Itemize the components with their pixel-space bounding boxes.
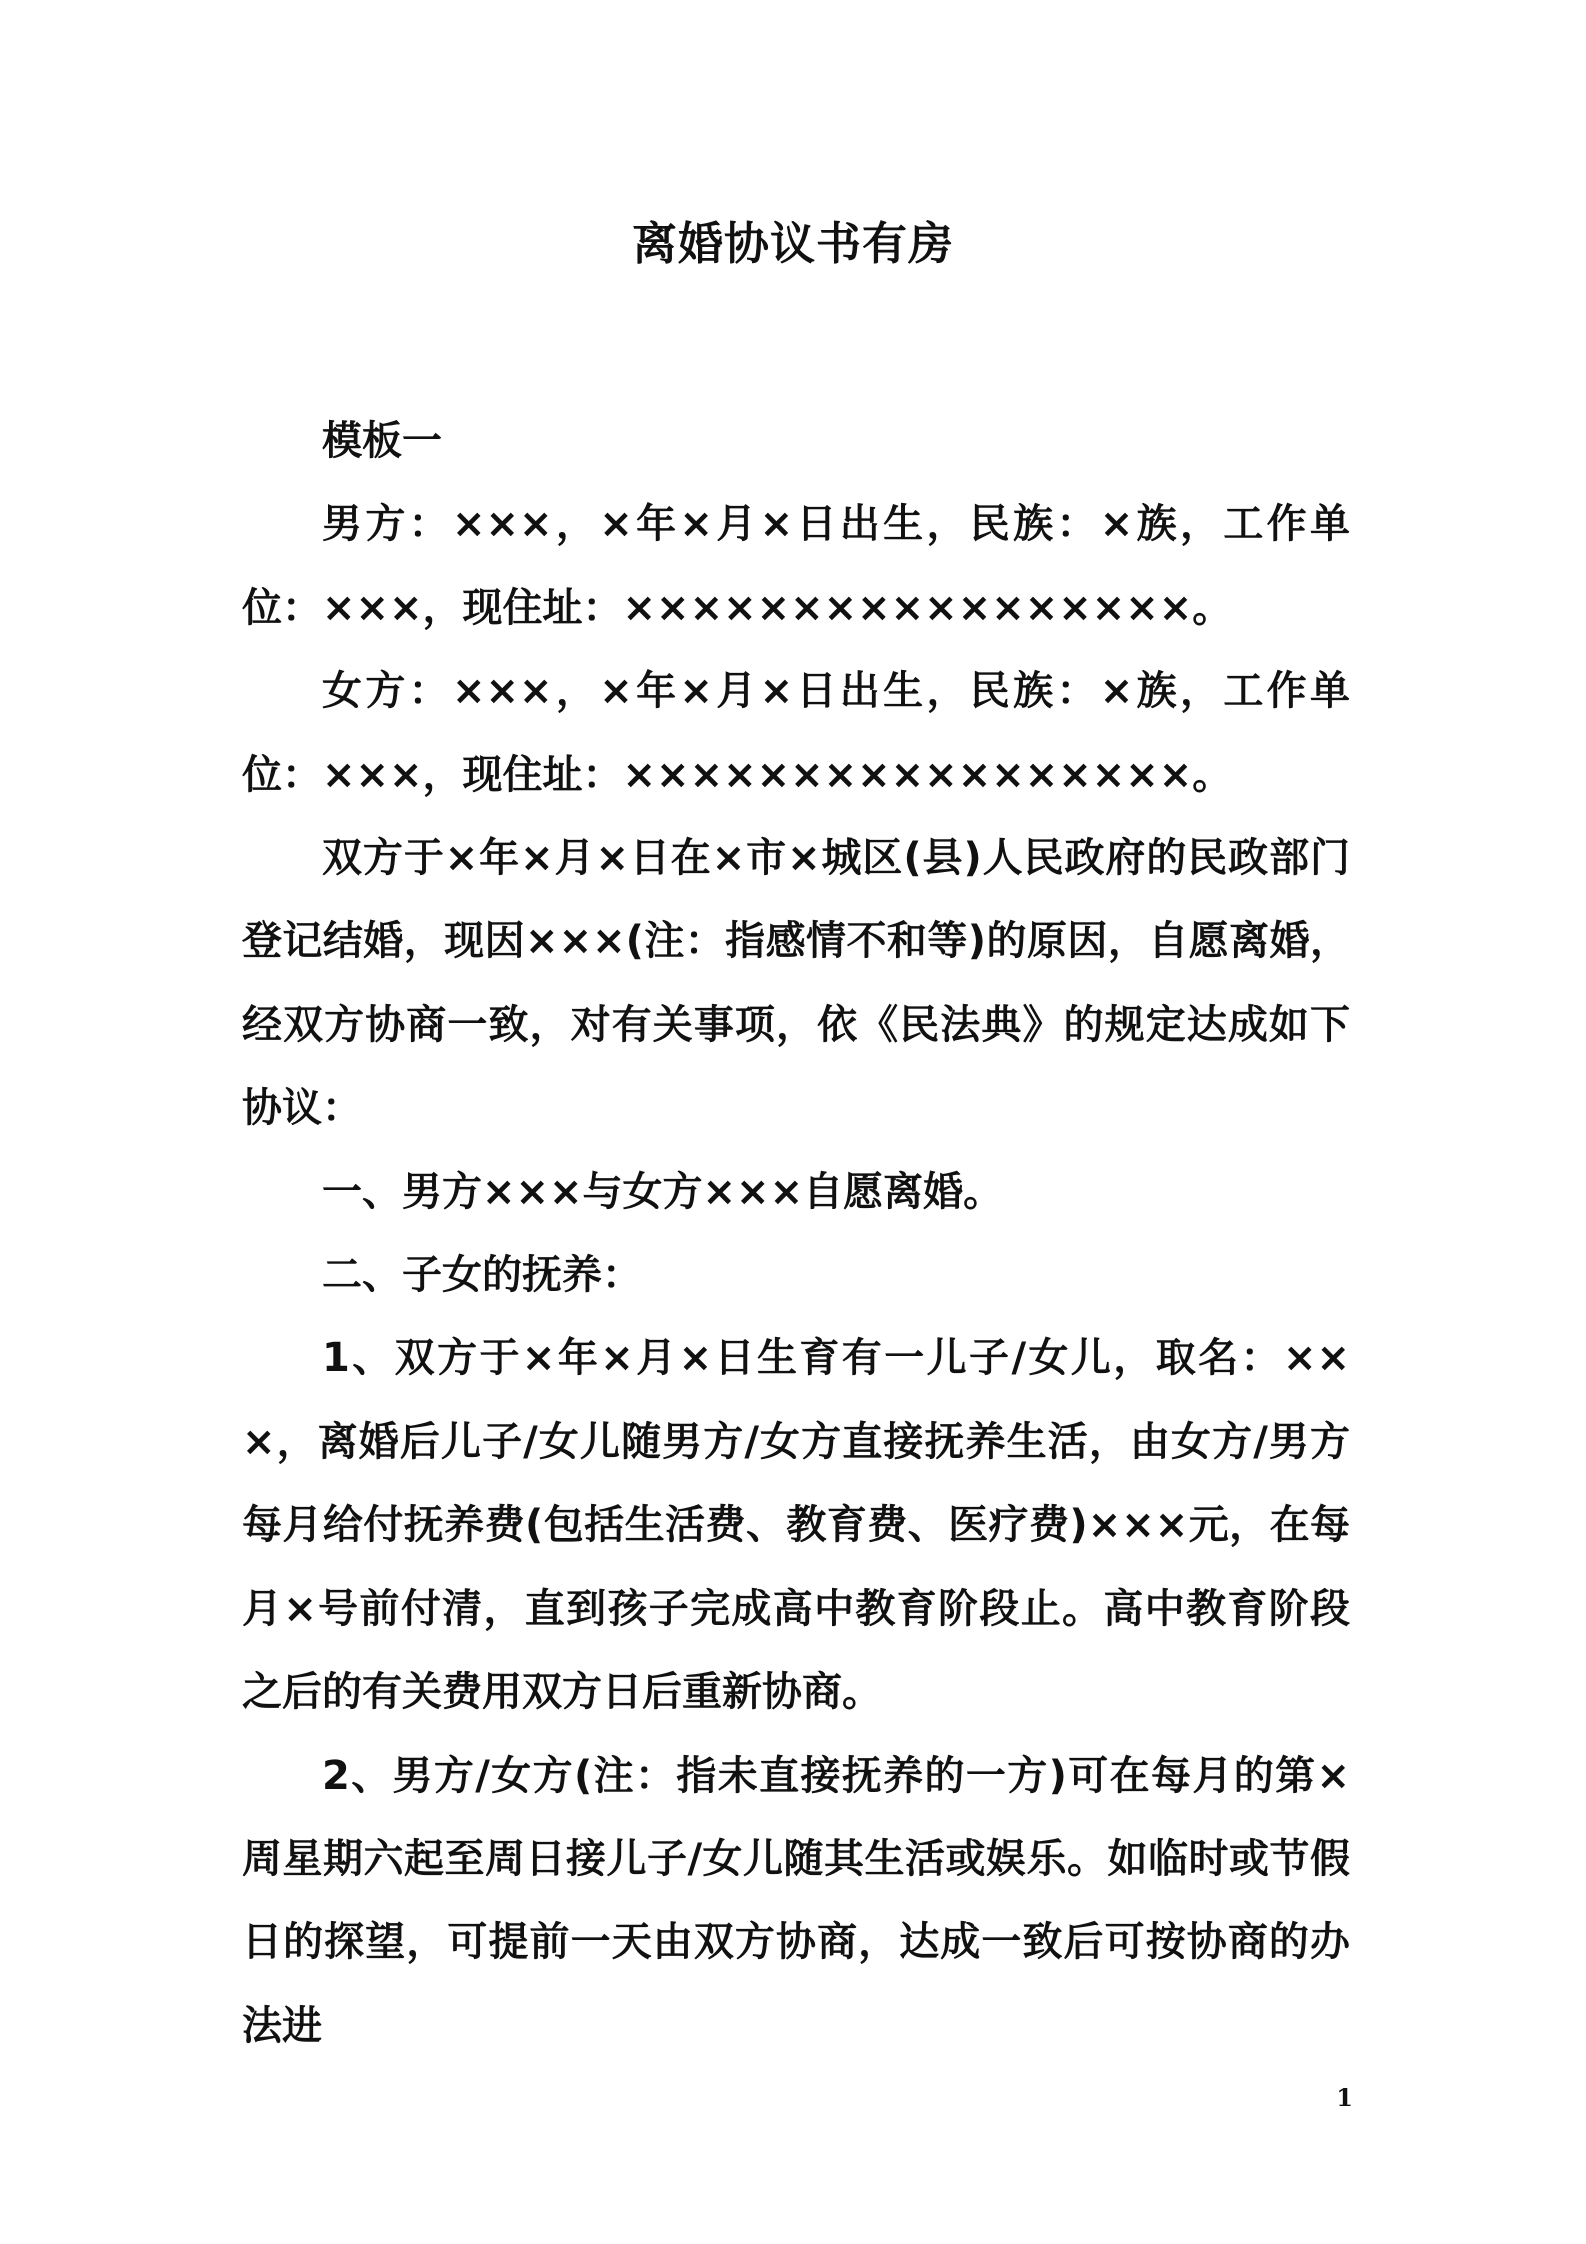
paragraph-clause-1: 一、男方×××与女方×××自愿离婚。 xyxy=(322,1168,1004,1215)
paragraph-clause-2-item-1: 1、双方于×年×月×日生育有一儿子/女儿，取名：×××，离婚后儿子/女儿随男方/女方直接抚养生活，由女方/男方每月给付抚养费(包括生活费、教育费、医疗费)×××元，在每月×号前付清，直到孩子完成高中教育阶段止。高中教育阶段之后的有关费用双方日后重新协商。 xyxy=(242,1335,1350,1716)
paragraph-female-party: 女方：×××，×年×月×日出生，民族：×族，工作单位：×××，现住址：×××××××××××××××××。 xyxy=(242,668,1350,798)
paragraph-marriage-background: 双方于×年×月×日在×市×城区(县)人民政府的民政部门登记结婚，现因×××(注：指感情不和等)的原因，自愿离婚，经双方协商一致，对有关事项，依《民法典》的规定达成如下协议： xyxy=(242,835,1350,1132)
paragraph-template-label: 模板一 xyxy=(322,418,442,464)
paragraph-clause-2-heading: 二、子女的抚养： xyxy=(322,1252,642,1299)
paragraph-clause-2-item-2: 2、男方/女方(注：指未直接抚养的一方)可在每月的第×周星期六起至周日接儿子/女儿随其生活或娱乐。如临时或节假日的探望，可提前一天由双方协商，达成一致后可按协商的办法进 xyxy=(242,1752,1350,2049)
paragraph-male-party: 男方：×××，×年×月×日出生，民族：×族，工作单位：×××，现住址：×××××××××××××××××。 xyxy=(242,501,1350,631)
document-body xyxy=(242,400,1350,2068)
document-title: 离婚协议书有房 xyxy=(631,217,954,270)
page-number: 1 xyxy=(1336,2083,1353,2112)
